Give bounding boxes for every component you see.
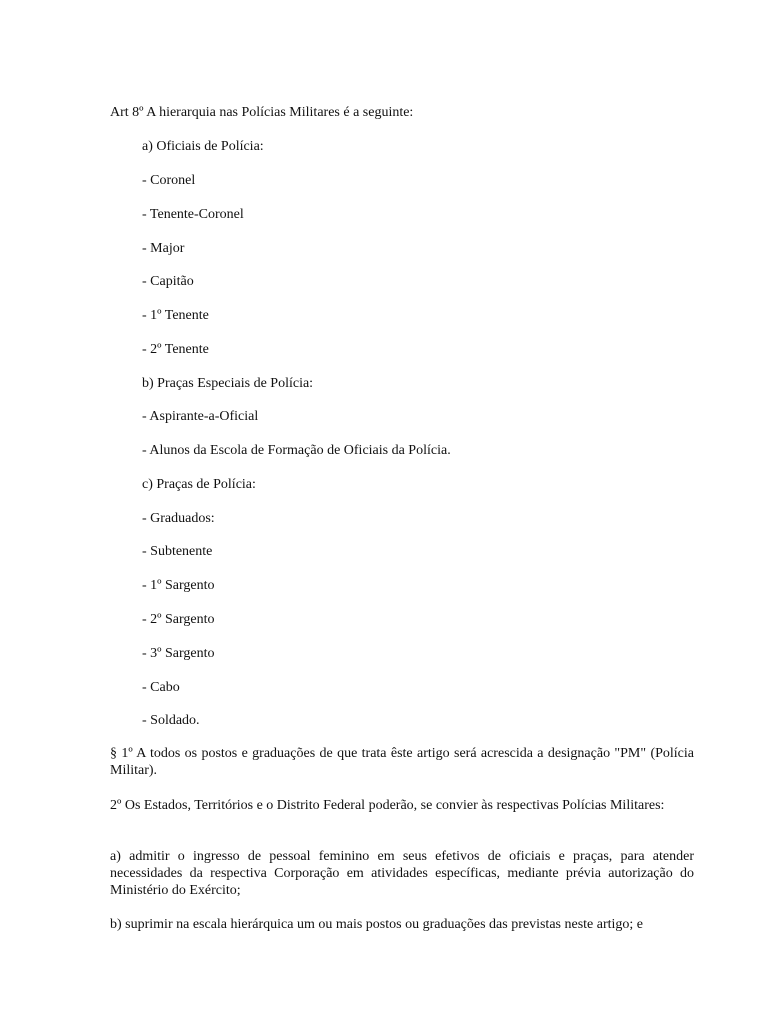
list-item: - Subtenente bbox=[142, 544, 213, 559]
list-item: - Cabo bbox=[142, 680, 180, 695]
list-item: - Alunos da Escola de Formação de Oficiais da Polícia. bbox=[142, 443, 451, 458]
article-heading: Art 8º A hierarquia nas Polícias Militares é a seguinte: bbox=[110, 105, 414, 120]
list-item: - Tenente-Coronel bbox=[142, 207, 244, 222]
section-c-title: c) Praças de Polícia: bbox=[142, 477, 256, 492]
list-item: - Major bbox=[142, 241, 185, 256]
paragraph-2a: a) admitir o ingresso de pessoal feminino em seus efetivos de oficiais e praças, para atender necessidades da respectiva Corporação em atividades específicas, mediante prévia autorização do Ministério do Exército; bbox=[110, 849, 694, 898]
list-item: - 3º Sargento bbox=[142, 646, 215, 661]
list-item: - Soldado. bbox=[142, 713, 200, 728]
list-item: - 2º Tenente bbox=[142, 342, 209, 357]
list-item: - Coronel bbox=[142, 173, 196, 188]
list-item: - Graduados: bbox=[142, 511, 215, 526]
list-item: - 1º Tenente bbox=[142, 308, 209, 323]
list-item: - 2º Sargento bbox=[142, 612, 215, 627]
list-item: - Capitão bbox=[142, 274, 194, 289]
section-a-title: a) Oficiais de Polícia: bbox=[142, 139, 264, 154]
paragraph-1: § 1º A todos os postos e graduações de que trata êste artigo será acrescida a designação "PM" (Polícia Militar). bbox=[110, 746, 694, 778]
section-b-title: b) Praças Especiais de Polícia: bbox=[142, 376, 314, 391]
list-item: - 1º Sargento bbox=[142, 578, 215, 593]
list-item: - Aspirante-a-Oficial bbox=[142, 409, 259, 424]
paragraph-2b: b) suprimir na escala hierárquica um ou mais postos ou graduações das previstas neste artigo; e bbox=[110, 917, 644, 932]
paragraph-2: 2º Os Estados, Territórios e o Distrito Federal poderão, se convier às respectivas Polícias Militares: bbox=[110, 798, 665, 813]
